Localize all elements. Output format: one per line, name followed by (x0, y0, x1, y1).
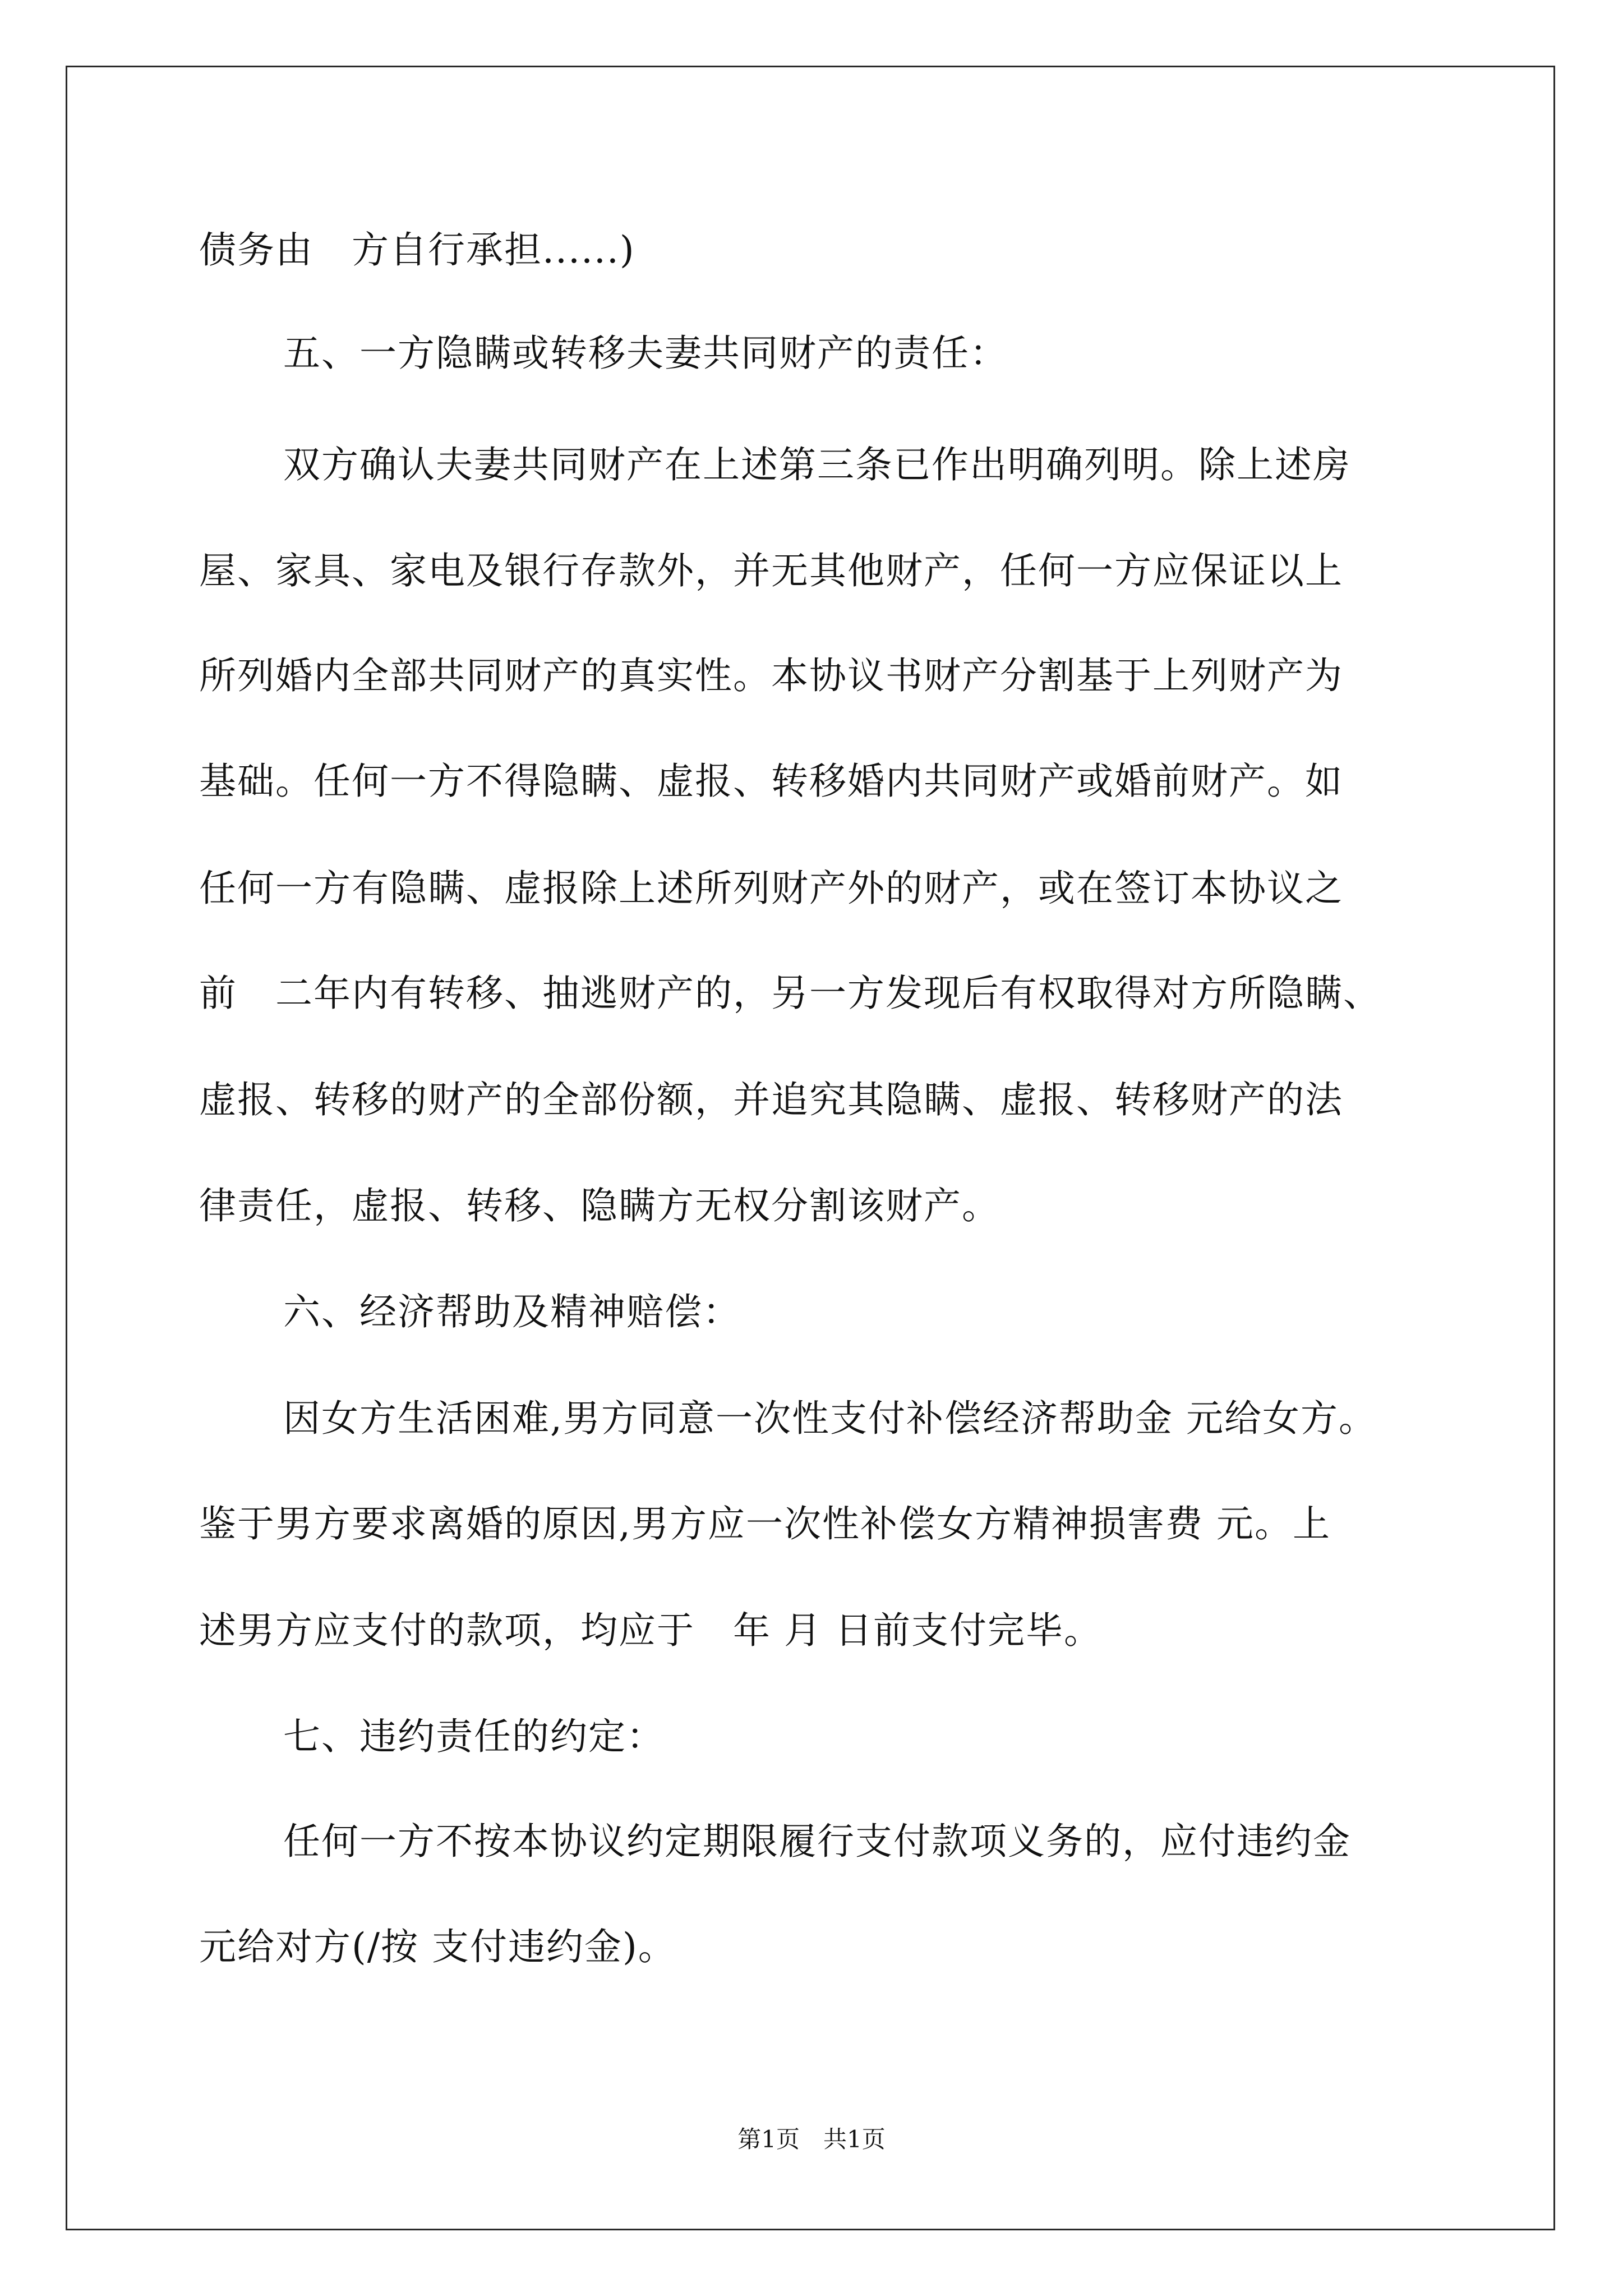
text-line: 任何一方不按本协议约定期限履行支付款项义务的，应付违约金 (283, 1820, 1351, 1863)
text-line: 债务由 方自行承担......) (199, 228, 635, 272)
text-line: 述男方应支付的款项，均应于 年 月 日前支付完毕。 (199, 1609, 1102, 1652)
text-line: 虚报、转移的财产的全部份额，并追究其隐瞒、虚报、转移财产的法 (199, 1078, 1343, 1121)
section-heading: 五、一方隐瞒或转移夫妻共同财产的责任： (283, 332, 1008, 375)
section-heading: 六、经济帮助及精神赔偿： (283, 1290, 741, 1333)
text-line: 前 二年内有转移、抽逃财产的，另一方发现后有权取得对方所隐瞒、 (199, 972, 1381, 1015)
text-line: 屋、家具、家电及银行存款外，并无其他财产，任何一方应保证以上 (199, 549, 1343, 592)
text-line: 双方确认夫妻共同财产在上述第三条已作出明确列明。除上述房 (283, 443, 1351, 486)
text-line: 鉴于男方要求离婚的原因,男方应一次性补偿女方精神损害费 元。上 (199, 1502, 1331, 1545)
text-line: 任何一方有隐瞒、虚报除上述所列财产外的财产，或在签订本协议之 (199, 867, 1343, 910)
text-line: 律责任，虚报、转移、隐瞒方无权分割该财产。 (199, 1184, 1000, 1227)
text-line: 因女方生活困难,男方同意一次性支付补偿经济帮助金 元给女方。 (283, 1397, 1377, 1440)
text-line: 所列婚内全部共同财产的真实性。本协议书财产分割基于上列财产为 (199, 654, 1343, 697)
text-line: 元给对方(/按 支付违约金)。 (199, 1925, 676, 1968)
section-heading: 七、违约责任的约定： (283, 1715, 665, 1758)
text-line: 基础。任何一方不得隐瞒、虚报、转移婚内共同财产或婚前财产。如 (199, 760, 1343, 803)
page-border (66, 66, 1555, 2230)
page-footer: 第1页 共1页 (737, 2125, 886, 2153)
